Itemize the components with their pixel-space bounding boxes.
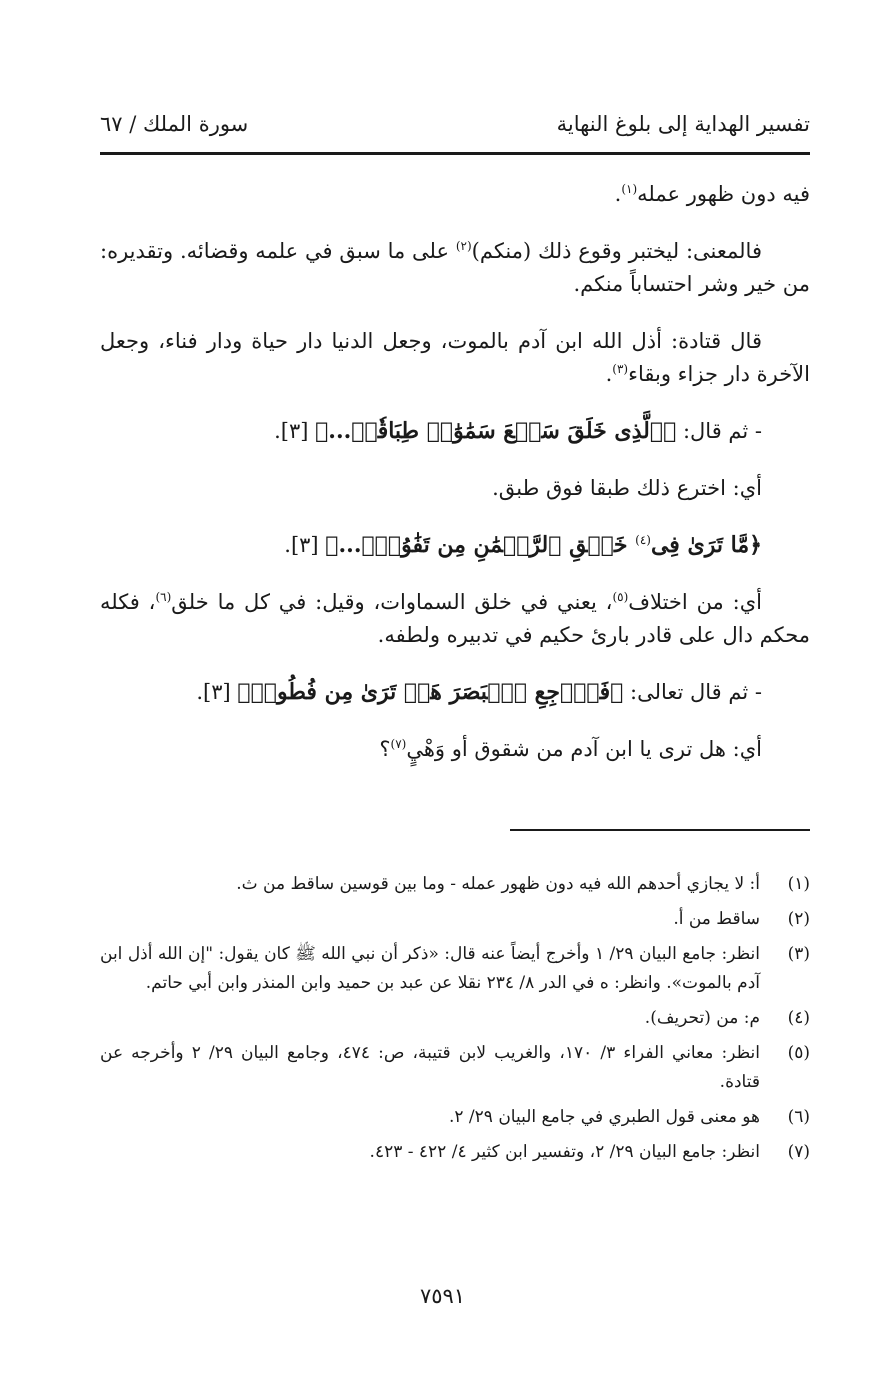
paragraph-2: فالمعنى: ليختبر وقوع ذلك (منكم)$^{(٢)}$ على ما سبق في علمه وقضائه. وتقديره: من خير وشر احتساباً منكم. xyxy=(100,239,810,296)
footnote-ref-7[interactable]: (٧) xyxy=(390,737,407,751)
paragraph-5: أي: اخترع ذلك طبقا فوق طبق. xyxy=(492,476,762,500)
footnote xyxy=(100,1103,810,1132)
footnote-number: (٢) xyxy=(787,909,810,929)
footnote-text: انظر: معاني الفراء ٣/ ١٧٠، والغريب لابن قتيبة، ص: ٤٧٤، وجامع البيان ٢٩/ ٢ وأخرجه عن قتادة. xyxy=(100,1043,761,1092)
paragraph-3: قال قتادة: أذل الله ابن آدم بالموت، وجعل الدنيا دار حياة ودار فناء، وجعل الآخرة دار جزاء وبقاء$^{(٣)}$. xyxy=(100,329,810,386)
footnote-number: (٣) xyxy=(787,944,810,964)
footnote-ref-3[interactable]: (٣) xyxy=(612,362,629,376)
verse-line-1: - ثم قال: ﴿ٱلَّذِى خَلَقَ سَبۡعَ سَمَٰوَٰتٖ طِبَاقٗاۖ...﴾ [٣]. xyxy=(274,418,762,444)
paragraph-1: فيه دون ظهور عمله$^{(١)}$. xyxy=(614,182,810,206)
footnote-text: ساقط من أ. xyxy=(673,909,760,929)
footnote-text: م: من (تحريف). xyxy=(644,1008,760,1028)
quran-verse: ﴿مَّا تَرَىٰ فِى xyxy=(650,532,762,558)
footnote xyxy=(100,1039,810,1097)
footnote xyxy=(100,1004,810,1033)
footnote-ref-5[interactable]: (٥) xyxy=(612,590,629,604)
running-header xyxy=(100,112,810,148)
footnote-text: انظر: جامع البيان ٢٩/ ٢، وتفسير ابن كثير ٤/ ٤٢٢ - ٤٢٣. xyxy=(369,1142,760,1162)
surah-reference: سورة الملك / ٦٧ xyxy=(100,112,249,136)
footnote-text: انظر: جامع البيان ٢٩/ ١ وأخرج أيضاً عنه قال: «ذكر أن نبي الله ﷺ كان يقول: "إن الله أذل ابن آدم بالموت». وانظر: ه في الدر ٨/ ٢٣٤ نقلا عن عبد بن حميد وابن المنذر وابن أبي حاتم. xyxy=(100,944,761,993)
footnote-number: (١) xyxy=(787,874,810,894)
footnote-ref-4[interactable]: (٤) xyxy=(635,533,651,547)
paragraph-9: أي: هل ترى يا ابن آدم من شقوق أو وَهْيٍ$^{(٧)}$؟ xyxy=(379,737,762,761)
quran-verse: خَلۡقِ ٱلرَّحۡمَٰنِ مِن تَفَٰوُتٖۖ...﴾ xyxy=(325,532,636,558)
footnote-number: (٥) xyxy=(787,1043,810,1063)
footnote-number: (٧) xyxy=(787,1142,810,1162)
quran-verse: ﴿ٱلَّذِى خَلَقَ سَبۡعَ سَمَٰوَٰتٖ طِبَاقٗاۖ...﴾ xyxy=(315,418,677,444)
verse-line-2: ﴿مَّا تَرَىٰ فِى$^{(٤)}$ خَلۡقِ ٱلرَّحۡمَٰنِ مِن تَفَٰوُتٖۖ...﴾ [٣]. xyxy=(284,532,762,558)
header-rule xyxy=(100,152,810,155)
quran-verse: ﴿فَٱرۡجِعِ ٱلۡبَصَرَ هَلۡ تَرَىٰ مِن فُطُورٖ﴾ xyxy=(237,679,624,705)
footnote-ref-2[interactable]: (٢) xyxy=(455,239,472,253)
footnote xyxy=(100,940,810,998)
book-title: تفسير الهداية إلى بلوغ النهاية xyxy=(556,112,810,136)
footnote xyxy=(100,870,810,899)
footnotes xyxy=(100,870,810,1173)
footnote-text: هو معنى قول الطبري في جامع البيان ٢٩/ ٢. xyxy=(448,1107,760,1127)
main-text xyxy=(100,178,810,790)
footnote-number: (٤) xyxy=(787,1008,810,1028)
footnote-ref-6[interactable]: (٦) xyxy=(155,590,172,604)
verse-line-3: - ثم قال تعالى: ﴿فَٱرۡجِعِ ٱلۡبَصَرَ هَلۡ تَرَىٰ مِن فُطُورٖ﴾ [٣]. xyxy=(196,679,762,705)
footnote-separator xyxy=(510,829,810,831)
footnote xyxy=(100,1138,810,1167)
footnote-text: أ: لا يجازي أحدهم الله فيه دون ظهور عمله - وما بين قوسين ساقط من ث. xyxy=(236,874,760,894)
footnote xyxy=(100,905,810,934)
page-number: ٧٥٩١ xyxy=(419,1284,466,1308)
footnote-ref-1[interactable]: (١) xyxy=(621,182,638,196)
paragraph-7: أي: من اختلاف$^{(٥)}$، يعني في خلق السماوات، وقيل: في كل ما خلق$^{(٦)}$، فكله محكم دال على قادر بارئ حكيم في تدبيره ولطفه. xyxy=(100,590,810,647)
footnote-number: (٦) xyxy=(787,1107,810,1127)
